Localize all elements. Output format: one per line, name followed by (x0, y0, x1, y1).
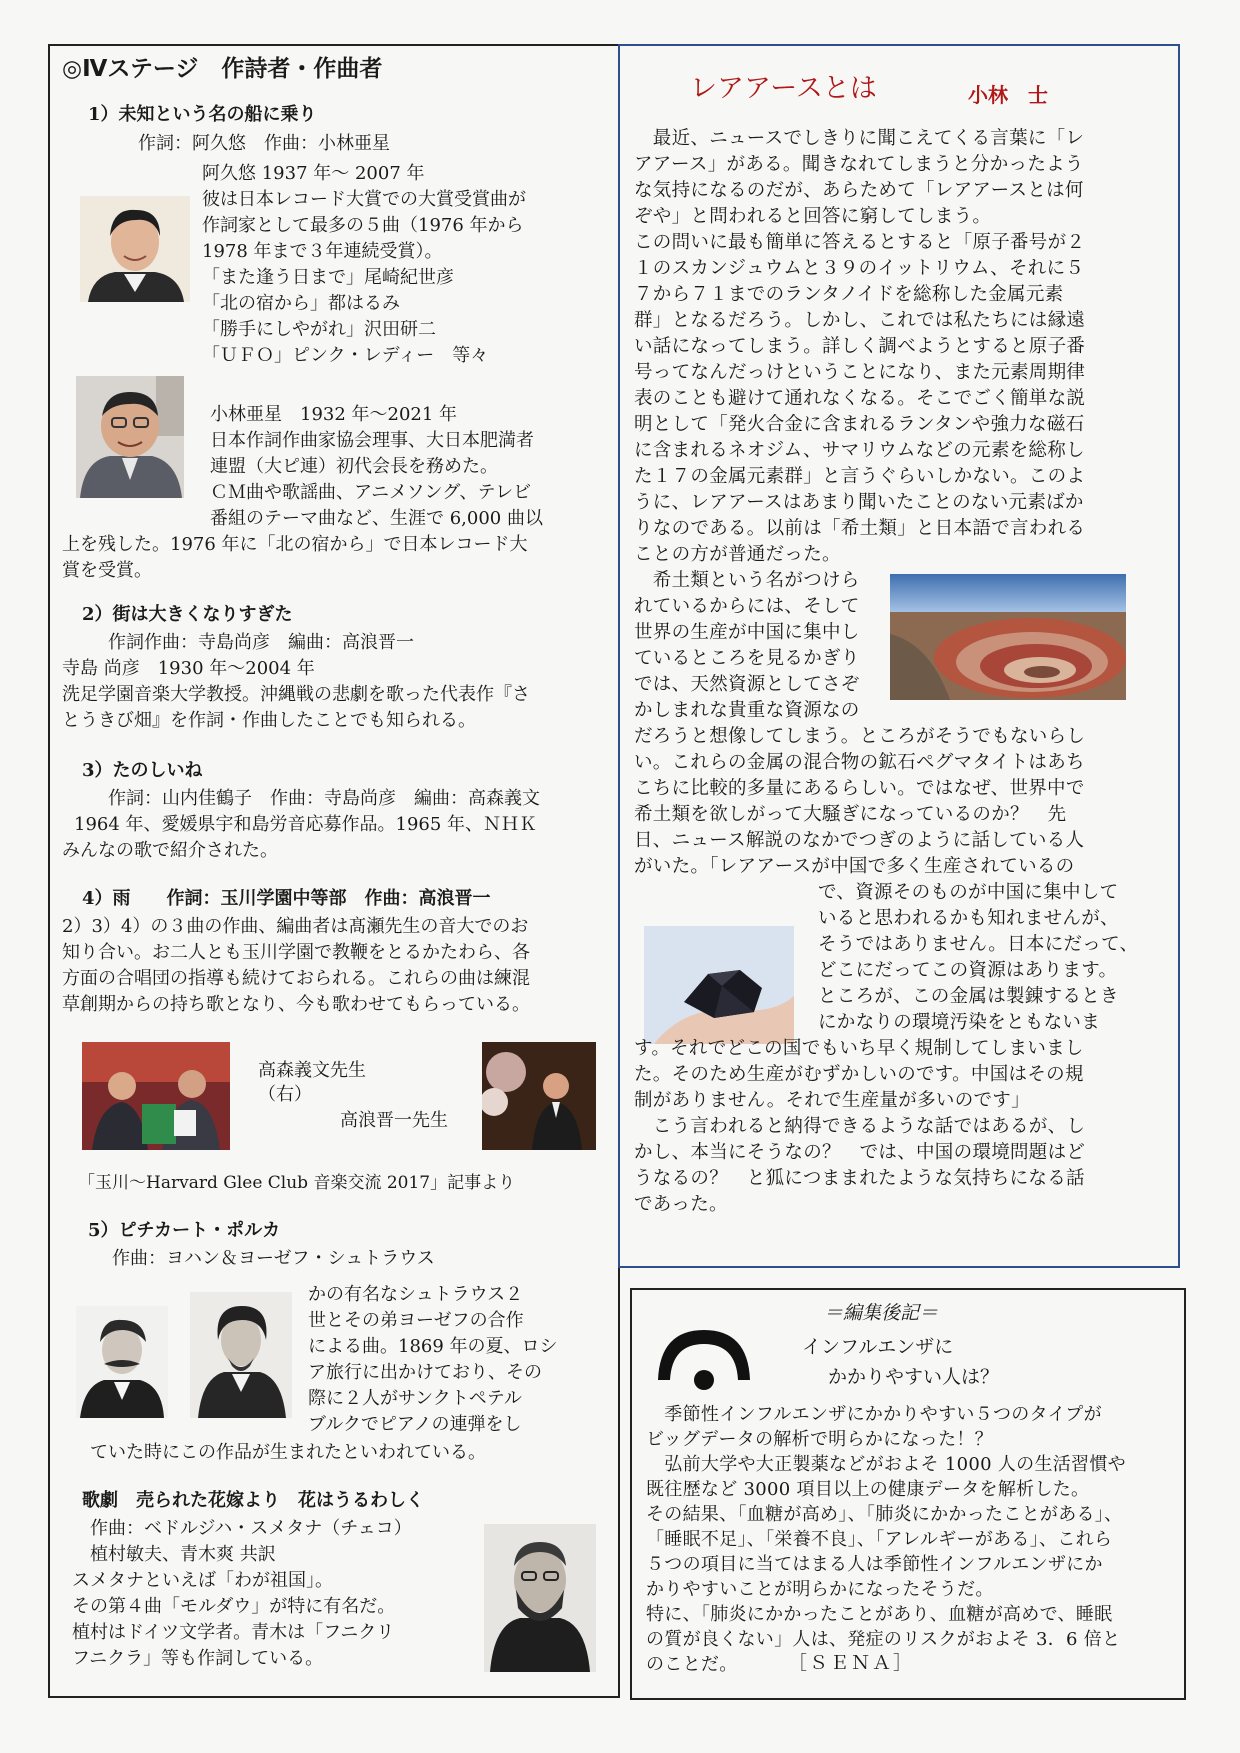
song1-credit: 作詞：阿久悠 作曲：小林亜星 (138, 133, 390, 154)
body-line: だろうと想像してしまう。ところがそうでもないらし (634, 726, 1086, 747)
signature: ［ＳＥＮＡ］ (788, 1652, 915, 1674)
bio-line: 日本作詞作曲家協会理事、大日本肥満者 (210, 430, 534, 451)
body-line: 既往歴など 3000 項目以上の健康データを解析した。 (646, 1479, 1090, 1500)
rare-earth-article (618, 44, 1180, 1268)
body-line: 希土類という名がつけら (634, 570, 860, 591)
body-line: に含まれるネオジム、サマリウムなどの元素を総称し (634, 440, 1085, 461)
body-line: い。これらの金属の混合物の鉱石ペグマタイトはあち (634, 752, 1085, 773)
body-line: 希土類を欲しがって大騒ぎになっているのか？ 先 (634, 804, 1067, 825)
song2-credit: 作詞作曲：寺島尚彦 編曲：高浪晋一 (108, 632, 414, 653)
text-line: による曲。1869 年の夏、ロシ (308, 1336, 558, 1357)
body-line: にかなりの環境汚染をともないま (818, 1012, 1101, 1033)
song4-line: 2）3）4）の３曲の作曲、編曲者は髙瀬先生の音大でのお (62, 916, 529, 937)
stage4-heading: ◎Ⅳステージ 作詩者・作曲者 (62, 56, 383, 82)
editors-note-subtitle: インフルエンザに (802, 1336, 954, 1358)
body-line: 明として「発火合金に含まれるランタンや強力な磁石 (634, 414, 1085, 435)
song2-line: 寺島 尚彦 1930 年～2004 年 (62, 658, 315, 679)
article-author: 小林 士 (968, 83, 1048, 107)
body-line: のことだ。 (646, 1654, 738, 1675)
body-line: かし、本当にそうなの？ では、中国の環境問題はど (634, 1142, 1086, 1163)
bio-line: ＣＭ曲や歌謡曲、アニメソング、テレビ (210, 482, 532, 503)
opera-line: 作曲：ベドルジハ・スメタナ（チェコ） (90, 1518, 412, 1539)
body-line: うに、レアアースはあまり聞いたことのない元素ばか (634, 492, 1084, 513)
body-line: この問いに最も簡単に答えるとすると「原子番号が２ (634, 232, 1086, 253)
body-line: うなるの？ と狐につままれたような気持ちになる話 (634, 1168, 1085, 1189)
body-line: 弘前大学や大正製薬などがおよそ 1000 人の生活習慣や (646, 1454, 1126, 1475)
body-line: 群」となるだろう。しかし、これでは私たちには縁遠 (634, 310, 1086, 331)
editors-note-heading: ＝編集後記＝ (824, 1302, 939, 1324)
body-line: で、資源そのものが中国に集中して (818, 882, 1119, 903)
rare-earth-ore-photo (644, 926, 794, 1044)
bio-line: 阿久悠 1937 年～ 2007 年 (202, 163, 425, 184)
body-line: た。そのため生産がむずかしいのです。中国はその規 (634, 1064, 1084, 1085)
kobayashi-asei-photo (76, 376, 184, 498)
song3-line: 1964 年、愛媛県宇和島労音応募作品。1965 年、ＮＨＫ (74, 814, 538, 835)
caption-right: （右） (258, 1084, 312, 1105)
body-line: アアース」がある。聞きなれてしまうと分かったよう (634, 154, 1084, 175)
body-line: どこにだってこの資源はあります。 (818, 960, 1118, 981)
bio-line: 作詞家として最多の５曲（1976 年から (202, 215, 524, 236)
song3-title: 3）たのしいね (82, 760, 203, 781)
body-line: 号ってなんだっけということになり、また元素周期律 (634, 362, 1086, 383)
body-line: であった。 (634, 1194, 728, 1215)
body-line: その結果、「血糖が高め」、「肺炎にかかったことがある」、 (646, 1504, 1123, 1525)
song5-credit: 作曲：ヨハン＆ヨーゼフ・シュトラウス (112, 1248, 435, 1269)
song5-title: 5）ピチカート・ポルカ (88, 1220, 281, 1241)
body-line: そうではありません。日本にだって、 (818, 934, 1139, 955)
body-line: 表のことも避けて通れなくなる。そこでごく簡単な説 (634, 388, 1086, 409)
song4-line: 方面の合唱団の指導も続けておられる。これらの曲は練混 (62, 968, 530, 989)
body-line: ているところを見るかぎり (634, 648, 860, 669)
body-line: れているからには、そして (634, 596, 860, 617)
text-line: 際に２人がサンクトペテル (308, 1388, 522, 1409)
opera-line: 植村はドイツ文学者。青木は「フニクリ (72, 1622, 395, 1643)
opera-line: その第４曲「モルダウ」が特に有名だ。 (72, 1596, 396, 1617)
open-pit-mine-photo (890, 574, 1126, 700)
body-line: 「睡眠不足」、「栄養不良」、「アレルギーがある」、これら (646, 1529, 1113, 1550)
body-line: りなのである。以前は「希土類」と日本語で言われる (634, 518, 1086, 539)
text-line: かの有名なシュトラウス２ (308, 1284, 524, 1305)
body-line: す。それでどこの国でもいち早く規制してしまいまし (634, 1038, 1084, 1059)
body-line: がいた。「レアアースが中国で多く生産されているの (634, 856, 1075, 877)
body-line: こちに比較的多量にあるらしい。ではなぜ、世界中で (634, 778, 1085, 799)
takanami-conducting-photo (482, 1042, 596, 1150)
song2-line: 洗足学園音楽大学教授。沖縄戦の悲劇を歌った代表作『さ (62, 684, 530, 705)
fermata-icon (652, 1324, 756, 1400)
body-line: 日、ニュース解説のなかでつぎのように話している人 (634, 830, 1085, 851)
body-line: い話になってしまう。詳しく調べようとすると原子番 (634, 336, 1086, 357)
text-line: ブルクでピアノの連弾をし (308, 1414, 522, 1435)
bio-line: 上を残した。1976 年に「北の宿から」で日本レコード大 (62, 534, 528, 555)
body-line: ７から７１までのランタノイドを総称した金属元素 (634, 284, 1064, 305)
body-line: 季節性インフルエンザにかかりやすい５つのタイプが (646, 1404, 1102, 1425)
johann-strauss-photo (76, 1306, 168, 1418)
bio-line: 「北の宿から」都はるみ (202, 293, 400, 314)
song1-title: 1）未知という名の船に乗り (88, 104, 317, 125)
song3-line: みんなの歌で紹介された。 (62, 840, 278, 861)
song4-line: 知り合い。お二人とも玉川学園で教鞭をとるかたわら、各 (62, 942, 530, 963)
editors-note-subtitle: かかりやすい人は？ (828, 1366, 1000, 1388)
song4-title: 4）雨 作詞：玉川学園中等部 作曲：高浪晋一 (82, 888, 491, 909)
bio-line: 1978 年まで３年連続受賞）。 (202, 241, 443, 262)
opera-line: 植村敏夫、青木爽 共訳 (90, 1544, 276, 1565)
body-line: では、天然資源としてさぞ (634, 674, 860, 695)
song2-title: 2）街は大きくなりすぎた (82, 604, 293, 625)
body-line: た１７の金属元素群」と言うぐらいしかない。このよ (634, 466, 1086, 487)
bio-line: 小林亜星 1932 年～2021 年 (210, 404, 458, 425)
bio-line: 「ＵＦＯ」ピンク・レディー 等々 (202, 345, 489, 366)
body-line: ところが、この金属は製錬するとき (818, 986, 1119, 1007)
takamori-award-photo (82, 1042, 230, 1150)
song3-credit: 作詞：山内佳鶴子 作曲：寺島尚彦 編曲：高森義文 (108, 788, 540, 809)
aku-yu-photo (80, 196, 190, 302)
body-line: ビッグデータの解析で明らかになった！？ (646, 1429, 993, 1450)
article-title: レアアースとは (690, 73, 877, 104)
opera-line: スメタナといえば「わが祖国」。 (72, 1570, 333, 1591)
bio-line: 彼は日本レコード大賞での大賞受賞曲が (202, 189, 526, 210)
body-line: 最近、ニュースでしきりに聞こえてくる言葉に「レ (634, 128, 1085, 149)
body-line: １のスカンジュウムと３９のイットリウム、それに５ (634, 258, 1085, 279)
song4-line: 草創期からの持ち歌となり、今も歌わせてもらっている。 (62, 994, 530, 1015)
bio-line: 番組のテーマ曲など、生涯で 6,000 曲以 (210, 508, 543, 529)
opera-title: 歌劇 売られた花嫁より 花はうるわしく (82, 1490, 424, 1511)
text-line: ア旅行に出かけており、その (308, 1362, 542, 1383)
editors-note (630, 1288, 1186, 1700)
bio-line: 連盟（大ピ連）初代会長を務めた。 (210, 456, 498, 477)
body-line: 特に、「肺炎にかかったことがあり、血糖が高めで、睡眠 (646, 1604, 1113, 1625)
body-line: こう言われると納得できるような話ではあるが、し (634, 1116, 1086, 1137)
text-line: ていた時にこの作品が生まれたといわれている。 (90, 1442, 486, 1463)
caption-takanami: 高浪晋一先生 (340, 1110, 448, 1131)
body-line: かりやすいことが明らかになったそうだ。 (646, 1579, 994, 1600)
article-source: 「玉川～Harvard Glee Club 音楽交流 2017」記事より (78, 1173, 516, 1193)
body-line: かしまれな貴重な資源なの (634, 700, 860, 721)
body-line: いると思われるかも知れませんが、 (818, 908, 1119, 929)
bio-line: 「勝手にしやがれ」沢田研二 (202, 319, 436, 340)
body-line: ぞや」と問われると回答に窮してしまう。 (634, 206, 992, 227)
body-line: 制がありません。それで生産量が多いのです」 (634, 1090, 1030, 1111)
body-line: な気持になるのだが、あらためて「レアアースとは何 (634, 180, 1084, 201)
opera-line: フニクラ」等も作詞している。 (72, 1648, 324, 1669)
body-line: ことの方が普通だった。 (634, 544, 841, 565)
bio-line: 賞を受賞。 (62, 560, 152, 581)
song2-line: とうきび畑』を作詞・作曲したことでも知られる。 (62, 710, 476, 731)
body-line: ５つの項目に当てはまる人は季節性インフルエンザにか (646, 1554, 1103, 1575)
body-line: 世界の生産が中国に集中し (634, 622, 860, 643)
text-line: 世とその弟ヨーゼフの合作 (308, 1310, 524, 1331)
josef-strauss-photo (190, 1292, 292, 1418)
stage4-column (48, 44, 620, 1698)
bio-line: 「また逢う日まで」尾崎紀世彦 (202, 267, 454, 288)
body-line: の質が良くない」人は、発症のリスクがおよそ 3．6 倍と (646, 1629, 1121, 1650)
smetana-photo (484, 1524, 596, 1672)
caption-takamori: 高森義文先生 (258, 1060, 366, 1081)
